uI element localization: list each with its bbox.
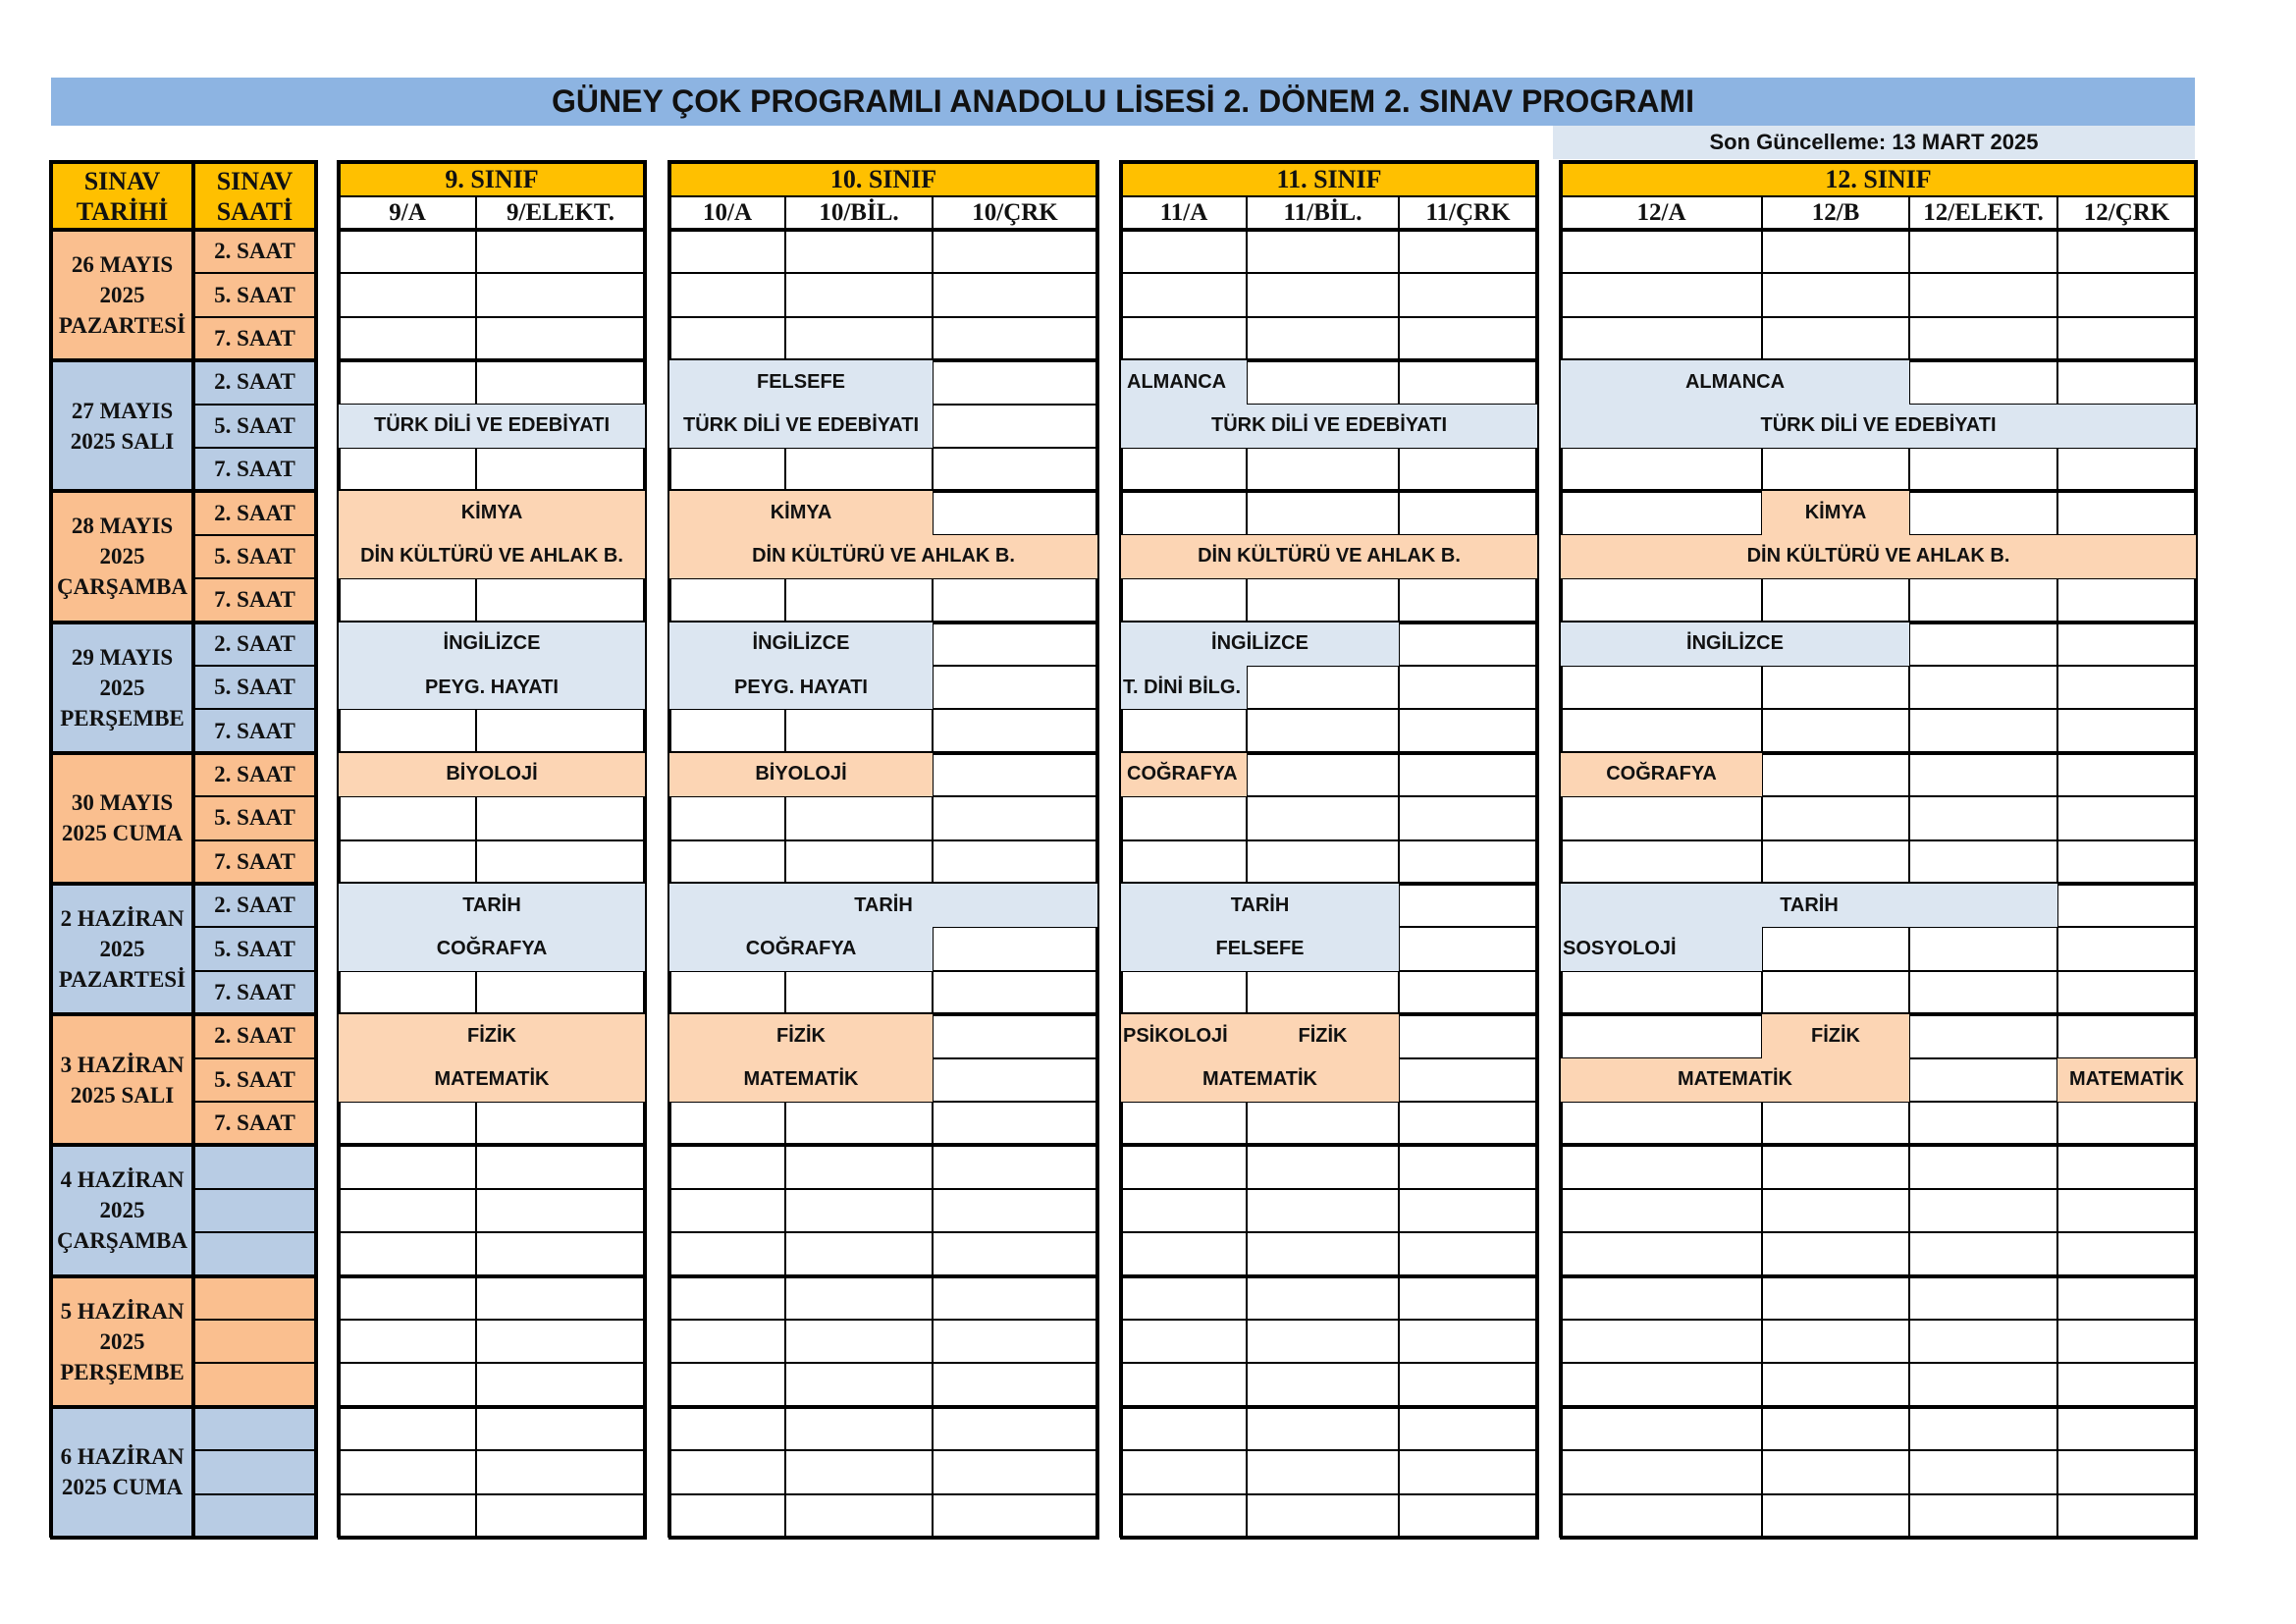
exam-cell: COĞRAFYA: [339, 927, 645, 970]
exam-cell: ALMANCA: [1561, 360, 1909, 404]
exam-cell: İNGİLİZCE: [1561, 623, 1909, 666]
border-left: [49, 160, 53, 1538]
slot-divider: [193, 1449, 316, 1451]
header-bottom: [50, 228, 318, 232]
day-divider: [51, 489, 316, 493]
class-header: 10/A: [669, 196, 785, 230]
day-divider: [339, 1405, 645, 1409]
slot-divider: [193, 447, 316, 449]
slot-divider: [193, 1493, 316, 1495]
border-top: [668, 160, 1099, 164]
day-divider: [51, 882, 316, 886]
time-slot-label: 5. SAAT: [193, 535, 316, 578]
day-label: 29 MAYIS 2025 PERŞEMBE: [51, 623, 193, 753]
row-divider: [669, 1493, 1097, 1495]
exam-cell: TÜRK DİLİ VE EDEBİYATI: [1561, 405, 2196, 448]
exam-cell: DİN KÜLTÜRÜ VE AHLAK B.: [1121, 535, 1537, 578]
day-divider: [1121, 1405, 1537, 1409]
day-label: 5 HAZİRAN 2025 PERŞEMBE: [51, 1276, 193, 1407]
time-slot-label: 7. SAAT: [193, 578, 316, 622]
time-slot-label: 7. SAAT: [193, 709, 316, 752]
block-border: [1535, 160, 1539, 1538]
row-divider: [1121, 1449, 1537, 1451]
exam-cell: TÜRK DİLİ VE EDEBİYATI: [669, 405, 933, 448]
border-bottom: [50, 1536, 318, 1540]
time-slot-label: 5. SAAT: [193, 927, 316, 970]
slot-divider: [193, 1101, 316, 1103]
class-header: 11/A: [1121, 196, 1247, 230]
row-divider: [1121, 272, 1537, 274]
header-bottom: [1120, 228, 1539, 232]
row-divider: [1561, 1362, 2196, 1364]
day-divider: [1121, 1143, 1537, 1147]
header-bottom: [338, 228, 647, 232]
slot-divider: [193, 316, 316, 318]
grade-header: 9. SINIF: [339, 162, 645, 196]
slot-divider: [193, 1362, 316, 1364]
row-divider: [1561, 1188, 2196, 1190]
border-top: [50, 160, 318, 164]
slot-divider: [193, 534, 316, 536]
time-slot-label: 5. SAAT: [193, 273, 316, 316]
exam-cell: BİYOLOJİ: [669, 753, 933, 796]
class-header: 11/ÇRK: [1399, 196, 1537, 230]
class-header: 12/B: [1762, 196, 1909, 230]
exam-cell: FİZİK: [339, 1014, 645, 1057]
time-slot-label: [193, 1363, 316, 1406]
row-divider: [669, 1449, 1097, 1451]
slot-divider: [193, 665, 316, 667]
day-divider: [51, 1012, 316, 1016]
slot-divider: [193, 1057, 316, 1059]
class-header: 10/BİL.: [785, 196, 933, 230]
day-divider: [669, 1405, 1097, 1409]
class-header: 12/ELEKT.: [1909, 196, 2057, 230]
exam-cell: İNGİLİZCE: [339, 623, 645, 666]
date-time-divider: [191, 162, 195, 1538]
day-divider: [339, 1274, 645, 1278]
block-border: [1095, 160, 1099, 1538]
page-title: GÜNEY ÇOK PROGRAMLI ANADOLU LİSESİ 2. DÖNEM 2. SINAV PROGRAMI: [51, 78, 2195, 126]
day-label: 3 HAZİRAN 2025 SALI: [51, 1014, 193, 1145]
exam-cell: PSİKOLOJİ: [1121, 1014, 1247, 1057]
exam-cell: ALMANCA: [1121, 360, 1247, 404]
row-divider: [669, 316, 1097, 318]
slot-divider: [193, 795, 316, 797]
exam-cell: PEYG. HAYATI: [339, 666, 645, 709]
day-divider: [1561, 1405, 2196, 1409]
row-divider: [1561, 316, 2196, 318]
exam-cell: PEYG. HAYATI: [669, 666, 933, 709]
day-divider: [339, 1143, 645, 1147]
border-bottom: [1120, 1536, 1539, 1540]
day-divider: [339, 358, 645, 362]
exam-cell: TÜRK DİLİ VE EDEBİYATI: [339, 405, 645, 448]
exam-cell: FELSEFE: [669, 360, 933, 404]
exam-cell: COĞRAFYA: [1121, 753, 1247, 796]
exam-cell: İNGİLİZCE: [1121, 623, 1399, 666]
exam-cell: FİZİK: [1247, 1014, 1399, 1057]
class-divider: [2056, 196, 2058, 1538]
time-slot-label: [193, 1232, 316, 1275]
day-label: 28 MAYIS 2025 ÇARŞAMBA: [51, 491, 193, 622]
slot-divider: [193, 970, 316, 972]
time-slot-label: 7. SAAT: [193, 971, 316, 1014]
exam-cell: TARİH: [1121, 884, 1399, 927]
header-divider: [669, 195, 1097, 197]
exam-cell: DİN KÜLTÜRÜ VE AHLAK B.: [669, 535, 1097, 578]
time-slot-label: [193, 1450, 316, 1493]
exam-cell: KİMYA: [1762, 491, 1909, 534]
header-divider: [1121, 195, 1537, 197]
border-top: [1120, 160, 1539, 164]
exam-cell: MATEMATİK: [1121, 1058, 1399, 1102]
header-bottom: [668, 228, 1099, 232]
day-divider: [1121, 1274, 1537, 1278]
time-slot-label: 2. SAAT: [193, 230, 316, 273]
block-border: [2194, 160, 2198, 1538]
grade-header: 12. SINIF: [1561, 162, 2196, 196]
header-divider: [1561, 195, 2196, 197]
border-right: [314, 160, 318, 1538]
time-slot-label: 7. SAAT: [193, 448, 316, 491]
slot-divider: [193, 1319, 316, 1321]
exam-cell: DİN KÜLTÜRÜ VE AHLAK B.: [1561, 535, 2196, 578]
row-divider: [339, 1319, 645, 1321]
slot-divider: [193, 839, 316, 841]
row-divider: [339, 1231, 645, 1233]
row-divider: [1561, 272, 2196, 274]
row-divider: [1561, 708, 2196, 710]
time-slot-label: 2. SAAT: [193, 753, 316, 796]
exam-cell: T. DİNİ BİLG.: [1121, 666, 1247, 709]
slot-divider: [193, 926, 316, 928]
slot-divider: [193, 272, 316, 274]
time-slot-label: [193, 1276, 316, 1320]
row-divider: [339, 1362, 645, 1364]
day-divider: [669, 1143, 1097, 1147]
exam-cell: MATEMATİK: [339, 1058, 645, 1102]
row-divider: [1121, 1188, 1537, 1190]
class-divider: [1398, 196, 1400, 1538]
row-divider: [339, 1449, 645, 1451]
slot-divider: [193, 577, 316, 579]
day-divider: [51, 1405, 316, 1409]
row-divider: [1561, 1231, 2196, 1233]
border-bottom: [668, 1536, 1099, 1540]
last-update-label: Son Güncelleme: 13 MART 2025: [1553, 126, 2195, 159]
border-top: [1560, 160, 2198, 164]
border-bottom: [1560, 1536, 2198, 1540]
row-divider: [339, 1188, 645, 1190]
day-divider: [51, 358, 316, 362]
day-divider: [669, 1274, 1097, 1278]
day-divider: [1121, 489, 1537, 493]
exam-cell: TARİH: [339, 884, 645, 927]
row-divider: [339, 272, 645, 274]
class-header: 12/A: [1561, 196, 1762, 230]
row-divider: [1561, 1493, 2196, 1495]
row-divider: [339, 1493, 645, 1495]
time-slot-label: [193, 1189, 316, 1232]
time-slot-label: 5. SAAT: [193, 666, 316, 709]
row-divider: [669, 1362, 1097, 1364]
time-slot-label: 2. SAAT: [193, 360, 316, 404]
exam-cell: DİN KÜLTÜRÜ VE AHLAK B.: [339, 535, 645, 578]
exam-cell: İNGİLİZCE: [669, 623, 933, 666]
time-slot-label: 7. SAAT: [193, 1102, 316, 1145]
exam-cell: COĞRAFYA: [669, 927, 933, 970]
row-divider: [669, 839, 1097, 841]
time-column-header: SINAV SAATİ: [193, 162, 316, 230]
exam-cell: KİMYA: [339, 491, 645, 534]
day-divider: [1561, 1274, 2196, 1278]
exam-cell: KİMYA: [669, 491, 933, 534]
class-header: 10/ÇRK: [933, 196, 1097, 230]
exam-cell: BİYOLOJİ: [339, 753, 645, 796]
slot-divider: [193, 1188, 316, 1190]
time-slot-label: [193, 1320, 316, 1363]
day-label: 26 MAYIS 2025 PAZARTESİ: [51, 230, 193, 360]
time-slot-label: [193, 1407, 316, 1450]
block-border: [643, 160, 647, 1538]
row-divider: [1561, 1449, 2196, 1451]
time-slot-label: 2. SAAT: [193, 623, 316, 666]
time-slot-label: 7. SAAT: [193, 317, 316, 360]
time-slot-label: 5. SAAT: [193, 405, 316, 448]
border-top: [338, 160, 647, 164]
time-slot-label: 5. SAAT: [193, 1058, 316, 1102]
exam-cell: COĞRAFYA: [1561, 753, 1762, 796]
day-divider: [51, 1274, 316, 1278]
row-divider: [1121, 316, 1537, 318]
row-divider: [1121, 1231, 1537, 1233]
row-divider: [1121, 1362, 1537, 1364]
row-divider: [1121, 839, 1537, 841]
time-slot-label: 2. SAAT: [193, 884, 316, 927]
day-label: 30 MAYIS 2025 CUMA: [51, 753, 193, 884]
class-header: 9/A: [339, 196, 476, 230]
grade-header: 10. SINIF: [669, 162, 1097, 196]
row-divider: [339, 839, 645, 841]
exam-cell: MATEMATİK: [2057, 1058, 2196, 1102]
row-divider: [1561, 839, 2196, 841]
header-bottom: [1560, 228, 2198, 232]
day-divider: [51, 751, 316, 755]
row-divider: [1121, 1319, 1537, 1321]
class-divider: [475, 196, 477, 1538]
class-header: 9/ELEKT.: [476, 196, 645, 230]
exam-cell: TARİH: [1561, 884, 2057, 927]
exam-cell: FELSEFE: [1121, 927, 1399, 970]
row-divider: [669, 272, 1097, 274]
grade-header: 11. SINIF: [1121, 162, 1537, 196]
slot-divider: [193, 708, 316, 710]
day-label: 27 MAYIS 2025 SALI: [51, 360, 193, 491]
day-divider: [1561, 1143, 2196, 1147]
day-divider: [51, 621, 316, 624]
row-divider: [669, 1231, 1097, 1233]
exam-cell: TARİH: [669, 884, 1097, 927]
row-divider: [1561, 1319, 2196, 1321]
slot-divider: [193, 1231, 316, 1233]
exam-cell: SOSYOLOJİ: [1561, 927, 1762, 970]
time-slot-label: 2. SAAT: [193, 491, 316, 534]
exam-cell: FİZİK: [1762, 1014, 1909, 1057]
time-slot-label: 7. SAAT: [193, 840, 316, 884]
row-divider: [1121, 1493, 1537, 1495]
time-slot-label: 2. SAAT: [193, 1014, 316, 1057]
day-label: 4 HAZİRAN 2025 ÇARŞAMBA: [51, 1145, 193, 1275]
day-label: 6 HAZİRAN 2025 CUMA: [51, 1407, 193, 1538]
exam-cell: MATEMATİK: [1561, 1058, 1909, 1102]
class-header: 11/BİL.: [1247, 196, 1399, 230]
time-slot-label: 5. SAAT: [193, 796, 316, 839]
header-divider: [339, 195, 645, 197]
row-divider: [339, 316, 645, 318]
exam-cell: TÜRK DİLİ VE EDEBİYATI: [1121, 405, 1537, 448]
border-bottom: [338, 1536, 647, 1540]
slot-divider: [193, 404, 316, 406]
exam-cell: MATEMATİK: [669, 1058, 933, 1102]
time-slot-label: [193, 1494, 316, 1538]
day-divider: [51, 1143, 316, 1147]
block-border: [337, 160, 341, 1538]
class-header: 12/ÇRK: [2057, 196, 2196, 230]
row-divider: [669, 1188, 1097, 1190]
exam-cell: FİZİK: [669, 1014, 933, 1057]
row-divider: [669, 1319, 1097, 1321]
time-slot-label: [193, 1145, 316, 1188]
day-label: 2 HAZİRAN 2025 PAZARTESİ: [51, 884, 193, 1014]
date-column-header: SINAV TARİHİ: [51, 162, 193, 230]
